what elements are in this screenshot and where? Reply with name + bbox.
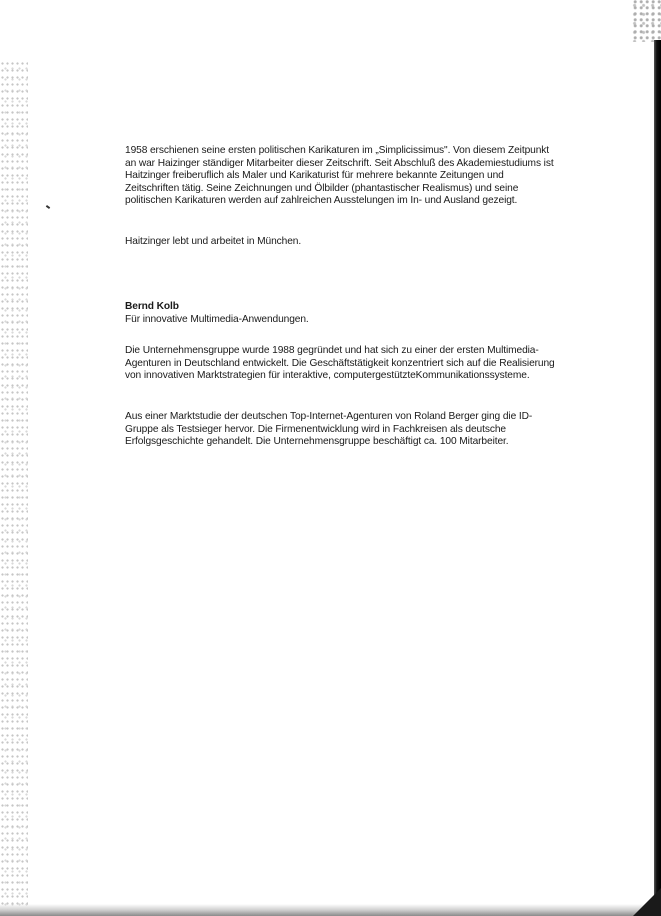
scan-edge-bottom <box>0 904 661 916</box>
scan-noise-top-right <box>631 0 661 42</box>
scan-edge-right <box>654 40 661 916</box>
paragraph-muenchen: Haitzinger lebt und arbeitet in München. <box>125 236 302 247</box>
bio-heading <box>125 301 555 326</box>
paragraph-marktstudie: Aus einer Marktstudie der deutschen Top-Internet-Agenturen von Roland Berger ging die ID-Gruppe als Testsieger hervor. Die Firmenentwicklung wird in Fachkreisen als deutsche Erfolgsgeschichte gehandelt. Die Unternehmensgruppe beschäftigt ca. 100 Mitarbeiter. <box>125 411 533 448</box>
paragraph-karikaturen: 1958 erschienen seine ersten politischen Karikaturen im „Simplicissimus". Von diesem Zeitpunkt an war Haizinger ständiger Mitarbeiter dieser Zeitschrift. Seit Abschluß des Akademiestudiums ist Haitzinger freiberuflich als Maler und Karikaturist für mehrere bekannte Zeitungen und Zeitschriften tätig. Seine Zeichnungen und Ölbilder (phantastischer Realismus) und seine politischen Karikaturen werden auf zahlreichen Ausstelungen im In- und Ausland gezeigt. <box>125 145 554 207</box>
stray-mark <box>46 205 50 209</box>
scan-noise-left <box>0 60 28 910</box>
paragraph-unternehmensgruppe: Die Unternehmensgruppe wurde 1988 gegründet und hat sich zu einer der ersten Multimedia-Agenturen in Deutschland entwickelt. Die Geschäftstätigkeit konzentriert sich auf die Realisierung von innovativen Marktstrategien für interaktive, computergestützteKommunikationssysteme. <box>125 345 555 382</box>
person-name: Bernd Kolb <box>125 301 179 312</box>
person-subtitle: Für innovative Multimedia-Anwendungen. <box>125 313 309 325</box>
